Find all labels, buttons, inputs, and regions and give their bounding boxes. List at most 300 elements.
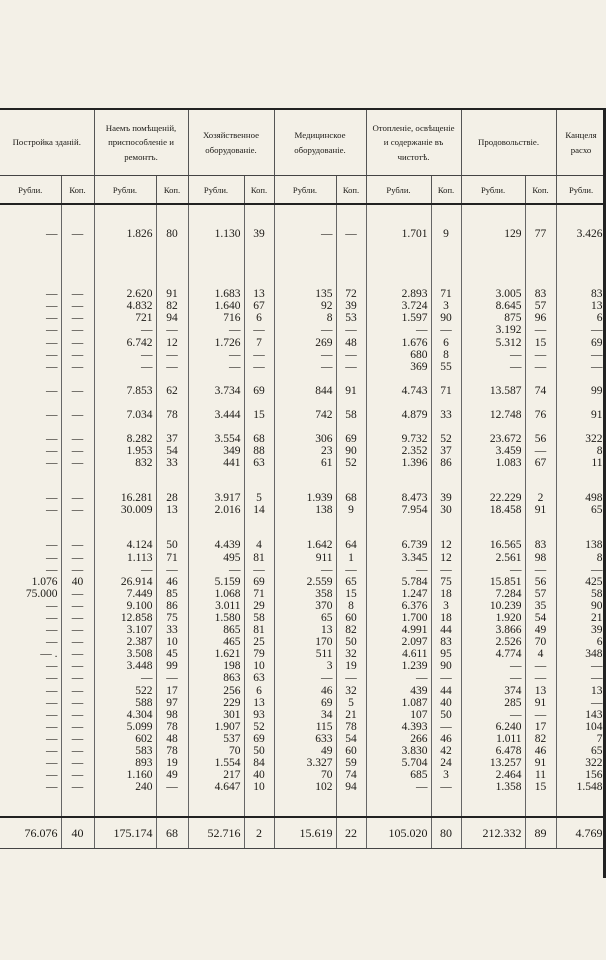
row-spacer [0, 397, 606, 409]
table-row [0, 385, 606, 397]
kopeck-cell: — [61, 624, 94, 636]
ruble-cell: 4.611 [366, 648, 431, 660]
kopeck-cell: — [431, 672, 461, 684]
ruble-cell: — [366, 564, 431, 576]
kopeck-cell: 86 [431, 457, 461, 469]
spacer-cell [94, 373, 156, 385]
kopeck-cell: 9 [431, 228, 461, 240]
row-spacer [0, 421, 606, 433]
kopeck-cell: 40 [431, 697, 461, 709]
ruble-cell: 23 [274, 445, 336, 457]
spacer-cell [274, 373, 336, 385]
totals-row [0, 817, 606, 849]
ruble-cell: 322 [556, 433, 606, 445]
ruble-cell: 9.732 [366, 433, 431, 445]
kopeck-cell: — [431, 324, 461, 336]
kopeck-cell: 9 [336, 504, 366, 516]
kopeck-cell: 14 [244, 504, 274, 516]
kopeck-cell: 48 [156, 733, 188, 745]
ruble-cell: — [0, 757, 61, 769]
table-row [0, 757, 606, 769]
kopeck-cell: 37 [431, 445, 461, 457]
spacer-cell [94, 397, 156, 409]
total-cell: 2 [244, 817, 274, 849]
spacer-cell [274, 793, 336, 817]
kopeck-cell: 40 [244, 769, 274, 781]
kopeck-cell: 63 [244, 457, 274, 469]
unit-rub: Рубли. [556, 176, 606, 205]
kopeck-cell: 2 [525, 492, 556, 504]
kopeck-cell: 4 [244, 539, 274, 551]
kopeck-cell: 83 [525, 539, 556, 551]
ruble-cell: — . [0, 648, 61, 660]
spacer-cell [61, 516, 94, 539]
ruble-cell: — [0, 721, 61, 733]
kopeck-cell: 11 [525, 769, 556, 781]
kopeck-cell: — [336, 349, 366, 361]
ruble-cell: — [556, 361, 606, 373]
ruble-cell: — [461, 672, 525, 684]
ruble-cell: 1.554 [188, 757, 244, 769]
spacer-cell [0, 516, 61, 539]
table-row [0, 612, 606, 624]
ruble-cell: 844 [274, 385, 336, 397]
ruble-cell: 1.683 [188, 288, 244, 300]
kopeck-cell: 99 [156, 660, 188, 672]
ruble-cell: 3.345 [366, 552, 431, 564]
kopeck-cell: 82 [336, 624, 366, 636]
ruble-cell: 90 [556, 600, 606, 612]
kopeck-cell: 91 [525, 697, 556, 709]
kopeck-cell: — [61, 600, 94, 612]
ruble-cell: 5.704 [366, 757, 431, 769]
ruble-cell: — [556, 349, 606, 361]
spacer-cell [156, 516, 188, 539]
spacer-cell [336, 793, 366, 817]
ruble-cell: 3.426 [556, 228, 606, 240]
ruble-cell: 5.099 [94, 721, 156, 733]
spacer-cell [525, 204, 556, 228]
kopeck-cell: — [61, 745, 94, 757]
ruble-cell: 522 [94, 685, 156, 697]
table-row [0, 709, 606, 721]
ruble-cell: — [556, 660, 606, 672]
kopeck-cell: 6 [244, 685, 274, 697]
spacer-cell [188, 373, 244, 385]
spacer-cell [366, 516, 431, 539]
ruble-cell: — [274, 361, 336, 373]
kopeck-cell: — [525, 660, 556, 672]
kopeck-cell: 48 [336, 336, 366, 348]
ruble-cell: — [0, 228, 61, 240]
kopeck-cell: — [61, 385, 94, 397]
ruble-cell: 3.005 [461, 288, 525, 300]
ruble-cell: 439 [366, 685, 431, 697]
ruble-cell: 143 [556, 709, 606, 721]
unit-kop: Коп. [156, 176, 188, 205]
ruble-cell: 633 [274, 733, 336, 745]
kopeck-cell: 93 [244, 709, 274, 721]
kopeck-cell: — [61, 660, 94, 672]
table-row [0, 492, 606, 504]
kopeck-cell: 37 [156, 433, 188, 445]
table-row [0, 552, 606, 564]
ruble-cell: — [0, 781, 61, 793]
kopeck-cell: 69 [336, 433, 366, 445]
kopeck-cell: 12 [431, 552, 461, 564]
ruble-cell: — [274, 349, 336, 361]
ruble-cell: — [0, 349, 61, 361]
table-row [0, 300, 606, 312]
total-cell: 89 [525, 817, 556, 849]
ruble-cell: — [0, 552, 61, 564]
kopeck-cell: 10 [244, 781, 274, 793]
spacer-cell [336, 469, 366, 492]
spacer-cell [525, 421, 556, 433]
spacer-cell [94, 240, 156, 288]
spacer-cell [525, 397, 556, 409]
ruble-cell: — [188, 324, 244, 336]
ruble-cell: — [0, 312, 61, 324]
ruble-cell: 229 [188, 697, 244, 709]
kopeck-cell: 8 [431, 349, 461, 361]
kopeck-cell: 80 [156, 228, 188, 240]
spacer-cell [461, 469, 525, 492]
ruble-cell: 3.734 [188, 385, 244, 397]
row-spacer [0, 240, 606, 288]
ruble-cell: — [0, 769, 61, 781]
ruble-cell: 1.396 [366, 457, 431, 469]
ruble-cell: 1.580 [188, 612, 244, 624]
spacer-cell [244, 397, 274, 409]
ruble-cell: 2.559 [274, 576, 336, 588]
ruble-cell: 3.107 [94, 624, 156, 636]
ruble-cell: 138 [556, 539, 606, 551]
kopeck-cell: 52 [244, 721, 274, 733]
ruble-cell: 1.358 [461, 781, 525, 793]
spacer-cell [244, 793, 274, 817]
spacer-cell [366, 373, 431, 385]
total-cell: 15.619 [274, 817, 336, 849]
kopeck-cell: 17 [525, 721, 556, 733]
ruble-cell: 511 [274, 648, 336, 660]
total-cell: 68 [156, 817, 188, 849]
header-medical: Медицинское оборудованіе. [274, 109, 366, 176]
spacer-cell [366, 421, 431, 433]
ruble-cell: 3.724 [366, 300, 431, 312]
ruble-cell: 26.914 [94, 576, 156, 588]
column-headers [0, 109, 606, 176]
spacer-cell [525, 240, 556, 288]
kopeck-cell: 49 [525, 624, 556, 636]
kopeck-cell: — [336, 324, 366, 336]
kopeck-cell: 39 [244, 228, 274, 240]
table-row [0, 312, 606, 324]
spacer-cell [61, 469, 94, 492]
unit-rub: Рубли. [94, 176, 156, 205]
kopeck-cell: 24 [431, 757, 461, 769]
ruble-cell: — [0, 697, 61, 709]
spacer-cell [525, 469, 556, 492]
table-row [0, 660, 606, 672]
kopeck-cell: — [61, 228, 94, 240]
ruble-cell: 23.672 [461, 433, 525, 445]
table-row [0, 504, 606, 516]
spacer-cell [274, 240, 336, 288]
kopeck-cell: 67 [525, 457, 556, 469]
ruble-cell: 1.953 [94, 445, 156, 457]
ruble-cell: 3 [274, 660, 336, 672]
kopeck-cell: 71 [244, 588, 274, 600]
ruble-cell: — [0, 672, 61, 684]
ruble-cell: 65 [556, 504, 606, 516]
ruble-cell: — [461, 564, 525, 576]
kopeck-cell: 68 [336, 492, 366, 504]
kopeck-cell: 13 [244, 697, 274, 709]
total-cell: 175.174 [94, 817, 156, 849]
kopeck-cell: 44 [431, 624, 461, 636]
kopeck-cell: 54 [336, 733, 366, 745]
row-spacer [0, 793, 606, 817]
ruble-cell: 5.159 [188, 576, 244, 588]
kopeck-cell: — [61, 457, 94, 469]
kopeck-cell: 63 [244, 672, 274, 684]
kopeck-cell: 69 [244, 385, 274, 397]
kopeck-cell: 95 [431, 648, 461, 660]
kopeck-cell: — [61, 672, 94, 684]
ruble-cell: 69 [274, 697, 336, 709]
ruble-cell: 91 [556, 409, 606, 421]
ruble-cell: 30.009 [94, 504, 156, 516]
ruble-cell: 92 [274, 300, 336, 312]
ruble-cell: 135 [274, 288, 336, 300]
kopeck-cell: 49 [156, 769, 188, 781]
spacer-cell [244, 373, 274, 385]
table-row [0, 672, 606, 684]
kopeck-cell: — [61, 552, 94, 564]
ruble-cell: 3.917 [188, 492, 244, 504]
ruble-cell: 1.239 [366, 660, 431, 672]
ruble-cell: — [0, 539, 61, 551]
spacer-cell [244, 204, 274, 228]
spacer-cell [556, 421, 606, 433]
ruble-cell: — [94, 564, 156, 576]
spacer-cell [336, 397, 366, 409]
kopeck-cell: — [61, 539, 94, 551]
ruble-cell: 7.449 [94, 588, 156, 600]
spacer-cell [94, 421, 156, 433]
unit-kop: Коп. [525, 176, 556, 205]
kopeck-cell: 3 [431, 769, 461, 781]
kopeck-cell: 4 [525, 648, 556, 660]
kopeck-cell: 75 [156, 612, 188, 624]
ruble-cell: 21 [556, 612, 606, 624]
kopeck-cell: 46 [156, 576, 188, 588]
kopeck-cell: 82 [156, 300, 188, 312]
spacer-cell [556, 240, 606, 288]
kopeck-cell: 46 [431, 733, 461, 745]
header-rent: Наемъ помѣщеній, приспособленіе и ремонтъ. [94, 109, 188, 176]
spacer-cell [556, 397, 606, 409]
spacer-cell [431, 469, 461, 492]
kopeck-cell: 78 [156, 745, 188, 757]
kopeck-cell: — [61, 648, 94, 660]
spacer-cell [431, 421, 461, 433]
ruble-cell: 863 [188, 672, 244, 684]
kopeck-cell: 46 [525, 745, 556, 757]
kopeck-cell: 35 [525, 600, 556, 612]
ruble-cell: 2.526 [461, 636, 525, 648]
ruble-cell: — [0, 288, 61, 300]
ruble-cell: 4.124 [94, 539, 156, 551]
spacer-cell [431, 516, 461, 539]
ruble-cell: 107 [366, 709, 431, 721]
table-row [0, 433, 606, 445]
table-row [0, 288, 606, 300]
kopeck-cell: — [525, 349, 556, 361]
kopeck-cell: 57 [525, 588, 556, 600]
kopeck-cell: 44 [431, 685, 461, 697]
spacer-cell [0, 240, 61, 288]
kopeck-cell: 33 [431, 409, 461, 421]
kopeck-cell: — [431, 721, 461, 733]
kopeck-cell: — [61, 312, 94, 324]
kopeck-cell: 17 [156, 685, 188, 697]
kopeck-cell: 54 [525, 612, 556, 624]
kopeck-cell: 98 [525, 552, 556, 564]
kopeck-cell: 58 [336, 409, 366, 421]
unit-rub: Рубли. [461, 176, 525, 205]
ruble-cell: 2.464 [461, 769, 525, 781]
spacer-cell [461, 793, 525, 817]
kopeck-cell: 76 [525, 409, 556, 421]
kopeck-cell: 85 [156, 588, 188, 600]
kopeck-cell: 15 [525, 336, 556, 348]
ruble-cell: 4.439 [188, 539, 244, 551]
kopeck-cell: 10 [244, 660, 274, 672]
unit-headers [0, 176, 606, 205]
spacer-cell [461, 240, 525, 288]
spacer-cell [461, 204, 525, 228]
ruble-cell: 5.784 [366, 576, 431, 588]
ruble-cell: 8 [556, 552, 606, 564]
ruble-cell: — [94, 349, 156, 361]
kopeck-cell: 77 [525, 228, 556, 240]
kopeck-cell: 1 [336, 552, 366, 564]
ruble-cell: 3.554 [188, 433, 244, 445]
kopeck-cell: — [61, 781, 94, 793]
ruble-cell: 75.000 [0, 588, 61, 600]
ruble-cell: 156 [556, 769, 606, 781]
spacer-cell [431, 240, 461, 288]
spacer-cell [0, 421, 61, 433]
kopeck-cell: 25 [244, 636, 274, 648]
kopeck-cell: — [156, 324, 188, 336]
spacer-cell [525, 793, 556, 817]
ruble-cell: 721 [94, 312, 156, 324]
spacer-cell [366, 397, 431, 409]
kopeck-cell: 3 [431, 300, 461, 312]
ruble-cell: 1.083 [461, 457, 525, 469]
kopeck-cell: 8 [336, 600, 366, 612]
kopeck-cell: 74 [336, 769, 366, 781]
kopeck-cell: 15 [525, 781, 556, 793]
spacer-cell [244, 469, 274, 492]
kopeck-cell: 75 [431, 576, 461, 588]
kopeck-cell: 50 [336, 636, 366, 648]
kopeck-cell: 54 [156, 445, 188, 457]
spacer-cell [336, 421, 366, 433]
kopeck-cell: 18 [431, 612, 461, 624]
spacer-cell [188, 793, 244, 817]
ruble-cell: 1.068 [188, 588, 244, 600]
ruble-cell: 602 [94, 733, 156, 745]
spacer-cell [94, 204, 156, 228]
ruble-cell: 99 [556, 385, 606, 397]
spacer-cell [61, 397, 94, 409]
table-row [0, 349, 606, 361]
kopeck-cell: 19 [336, 660, 366, 672]
spacer-cell [336, 204, 366, 228]
ruble-cell: 1.011 [461, 733, 525, 745]
ruble-cell: 1.247 [366, 588, 431, 600]
ruble-cell: 266 [366, 733, 431, 745]
kopeck-cell: 28 [156, 492, 188, 504]
ruble-cell: 2.893 [366, 288, 431, 300]
unit-rub: Рубли. [274, 176, 336, 205]
kopeck-cell: — [61, 409, 94, 421]
kopeck-cell: — [156, 781, 188, 793]
kopeck-cell: — [336, 228, 366, 240]
kopeck-cell: 19 [156, 757, 188, 769]
spacer-cell [61, 373, 94, 385]
ruble-cell: 2.097 [366, 636, 431, 648]
ruble-cell: 13 [274, 624, 336, 636]
ruble-cell: — [0, 660, 61, 672]
ruble-cell: — [0, 564, 61, 576]
total-cell: 212.332 [461, 817, 525, 849]
ruble-cell: 13.587 [461, 385, 525, 397]
ruble-cell: — [556, 672, 606, 684]
kopeck-cell: 74 [525, 385, 556, 397]
table-row [0, 576, 606, 588]
kopeck-cell: 32 [336, 685, 366, 697]
ruble-cell: 65 [274, 612, 336, 624]
ruble-cell: 6.478 [461, 745, 525, 757]
kopeck-cell: 98 [156, 709, 188, 721]
table-row [0, 564, 606, 576]
ruble-cell: 12.748 [461, 409, 525, 421]
ruble-cell: — [94, 361, 156, 373]
ruble-cell: 49 [274, 745, 336, 757]
kopeck-cell: 32 [336, 648, 366, 660]
kopeck-cell: 88 [244, 445, 274, 457]
spacer-cell [431, 793, 461, 817]
ruble-cell: — [0, 636, 61, 648]
ruble-cell: 7.954 [366, 504, 431, 516]
kopeck-cell: 39 [431, 492, 461, 504]
ruble-cell: 8 [274, 312, 336, 324]
ruble-cell: 6 [556, 636, 606, 648]
unit-kop: Коп. [61, 176, 94, 205]
total-cell: 52.716 [188, 817, 244, 849]
kopeck-cell: 91 [156, 288, 188, 300]
ruble-cell: 1.726 [188, 336, 244, 348]
kopeck-cell: 58 [244, 612, 274, 624]
ruble-cell: — [188, 564, 244, 576]
ruble-cell: 742 [274, 409, 336, 421]
kopeck-cell: — [525, 324, 556, 336]
